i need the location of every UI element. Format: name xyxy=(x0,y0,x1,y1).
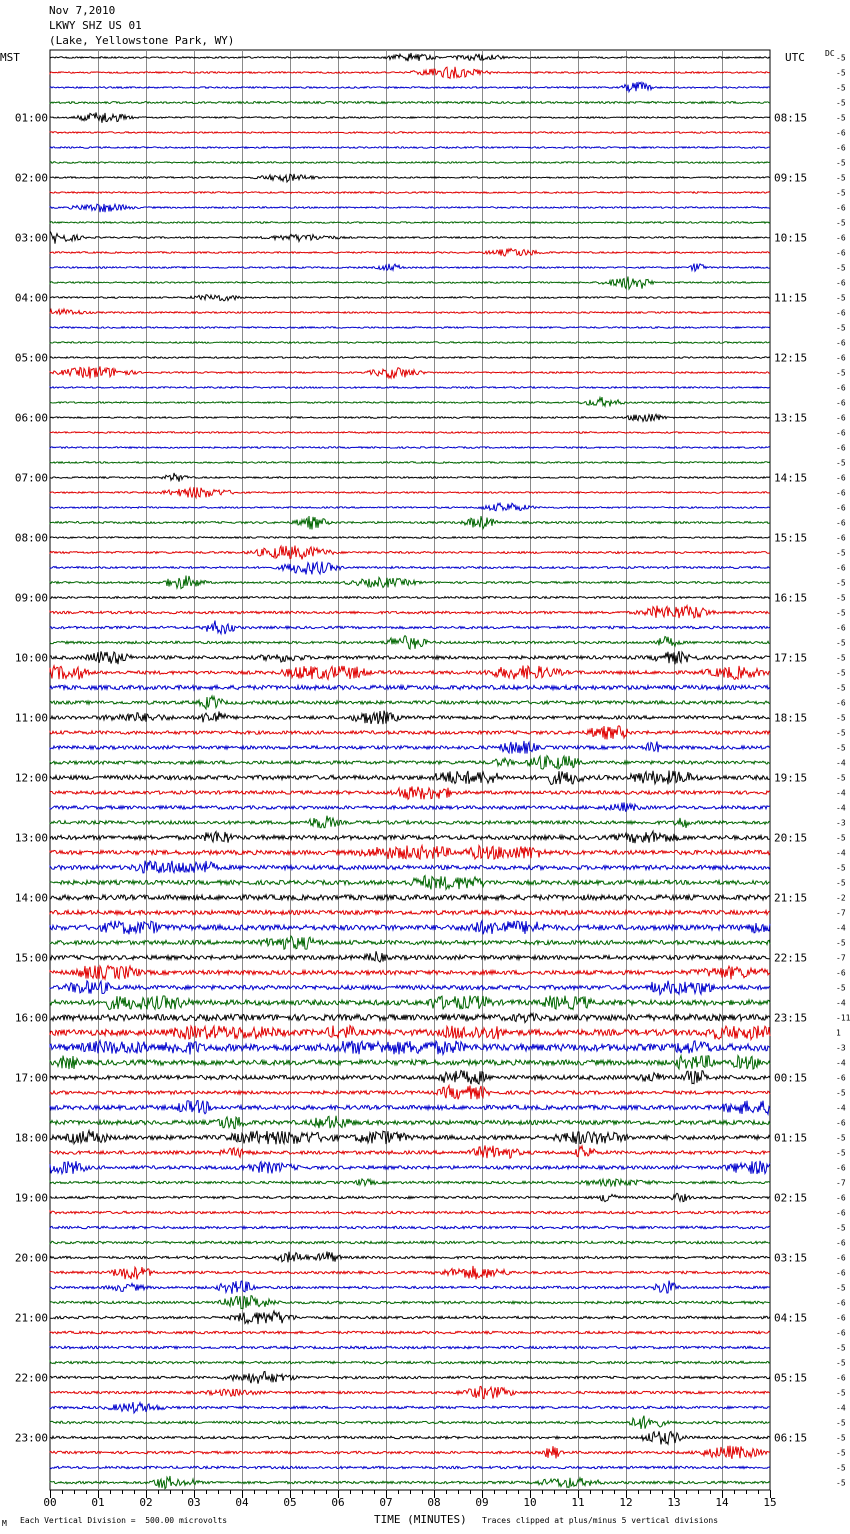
dc-offset-label: -6 xyxy=(836,1373,846,1383)
dc-offset-label: -5 xyxy=(836,1433,846,1443)
right-hour-label: 14:15 xyxy=(774,471,808,485)
dc-offset-label: -5 xyxy=(836,458,846,468)
trace-line xyxy=(50,112,770,122)
trace-line xyxy=(50,487,770,497)
left-hour-label: 12:00 xyxy=(14,771,48,785)
trace-line xyxy=(50,921,770,935)
trace-line xyxy=(50,876,770,890)
trace-line xyxy=(50,1371,770,1383)
dc-offset-label: -6 xyxy=(836,353,846,363)
dc-offset-label: -6 xyxy=(836,1208,846,1218)
right-hour-label: 20:15 xyxy=(774,831,808,845)
trace-line xyxy=(50,309,770,315)
dc-offset-label: -3 xyxy=(836,1043,846,1053)
left-hour-label: 09:00 xyxy=(14,591,48,605)
dc-offset-label: -4 xyxy=(836,1403,846,1413)
dc-offset-label: -5 xyxy=(836,608,846,618)
dc-offset-label: -5 xyxy=(836,113,846,123)
trace-line xyxy=(50,951,770,962)
trace-line xyxy=(50,636,770,649)
trace-line xyxy=(50,621,770,635)
dc-offset-label: -5 xyxy=(836,1088,846,1098)
trace-line xyxy=(50,357,770,359)
x-tick-label: 13 xyxy=(667,1496,681,1509)
trace-line xyxy=(50,222,770,224)
trace-line xyxy=(50,192,770,194)
trace-line xyxy=(50,264,770,272)
dc-offset-label: -5 xyxy=(836,53,846,63)
right-hour-label: 11:15 xyxy=(774,291,808,305)
right-hour-label: 19:15 xyxy=(774,771,808,785)
dc-offset-label: -6 xyxy=(836,503,846,513)
left-hour-label: 23:00 xyxy=(14,1431,48,1445)
dc-offset-label: -5 xyxy=(836,188,846,198)
label-group xyxy=(15,54,850,1510)
dc-offset-label: -5 xyxy=(836,173,846,183)
trace-line xyxy=(50,786,770,799)
right-hour-label: 13:15 xyxy=(774,411,808,425)
trace-line xyxy=(50,596,770,598)
dc-offset-label: -5 xyxy=(836,323,846,333)
dc-offset-label: -6 xyxy=(836,563,846,573)
right-hour-label: 01:15 xyxy=(774,1131,808,1145)
trace-line xyxy=(50,1476,770,1489)
dc-offset-label: -6 xyxy=(836,1193,846,1203)
dc-offset-label: -7 xyxy=(836,908,846,918)
trace-line xyxy=(50,1311,770,1324)
dc-offset-label: -5 xyxy=(836,1358,846,1368)
station-location: (Lake, Yellowstone Park, WY) xyxy=(49,34,235,47)
right-hour-label: 10:15 xyxy=(774,231,808,245)
dc-offset-label: -5 xyxy=(836,878,846,888)
trace-line xyxy=(50,562,770,575)
x-tick-label: 10 xyxy=(523,1496,537,1509)
right-hour-label: 02:15 xyxy=(774,1191,808,1205)
trace-line xyxy=(50,666,770,680)
dc-offset-label: -6 xyxy=(836,1328,846,1338)
left-hour-label: 06:00 xyxy=(14,411,48,425)
trace-line xyxy=(50,1361,770,1363)
dc-offset-label: -6 xyxy=(836,383,846,393)
trace-line xyxy=(50,1013,770,1022)
dc-label: DC xyxy=(825,49,835,58)
trace-line xyxy=(50,1446,770,1459)
trace-line xyxy=(50,1193,770,1201)
x-tick-label: 14 xyxy=(715,1496,729,1509)
dc-offset-label: -7 xyxy=(836,953,846,963)
trace-line xyxy=(50,546,770,560)
trace-line xyxy=(50,741,770,754)
dc-offset-label: -6 xyxy=(836,1163,846,1173)
left-hour-label: 13:00 xyxy=(14,831,48,845)
left-hour-label: 19:00 xyxy=(14,1191,48,1205)
dc-offset-label: -5 xyxy=(836,1418,846,1428)
dc-offset-label: -5 xyxy=(836,1478,846,1488)
dc-offset-label: -5 xyxy=(836,638,846,648)
clip-note: Traces clipped at plus/minus 5 vertical divisions xyxy=(482,1516,719,1525)
left-hour-label: 20:00 xyxy=(14,1251,48,1265)
dc-offset-label: -6 xyxy=(836,698,846,708)
left-hour-label: 01:00 xyxy=(14,111,48,125)
x-tick-label: 15 xyxy=(763,1496,777,1509)
dc-offset-label: -6 xyxy=(836,443,846,453)
left-hour-label: 11:00 xyxy=(14,711,48,725)
dc-offset-label: -5 xyxy=(836,773,846,783)
dc-offset-label: -3 xyxy=(836,818,846,828)
x-tick-label: 05 xyxy=(283,1496,297,1509)
x-tick-label: 03 xyxy=(187,1496,201,1509)
dc-offset-label: -5 xyxy=(836,683,846,693)
dc-offset-label: -5 xyxy=(836,668,846,678)
scale-note: Each Vertical Division = 500.00 microvolts xyxy=(20,1516,228,1525)
dc-offset-label: -6 xyxy=(836,623,846,633)
dc-offset-label: -6 xyxy=(836,413,846,423)
dc-offset-label: -6 xyxy=(836,233,846,243)
trace-line xyxy=(50,726,770,740)
dc-offset-label: 1 xyxy=(836,1028,841,1038)
dc-offset-label: -4 xyxy=(836,758,846,768)
trace-line xyxy=(50,861,770,873)
trace-line xyxy=(50,1226,770,1229)
trace-line xyxy=(50,756,770,769)
trace-line xyxy=(50,1252,770,1263)
x-tick-label: 06 xyxy=(331,1496,345,1509)
dc-offset-label: -5 xyxy=(836,863,846,873)
trace-line xyxy=(50,462,770,464)
right-hour-label: 22:15 xyxy=(774,951,808,965)
dc-offset-label: -6 xyxy=(836,533,846,543)
trace-line xyxy=(50,537,770,539)
right-hour-label: 21:15 xyxy=(774,891,808,905)
trace-line xyxy=(50,1331,770,1334)
trace-line xyxy=(50,277,770,289)
dc-offset-label: -6 xyxy=(836,338,846,348)
trace-line xyxy=(50,1161,770,1174)
dc-offset-label: -5 xyxy=(836,743,846,753)
dc-offset-label: -5 xyxy=(836,1343,846,1353)
trace-group xyxy=(50,53,770,1489)
dc-offset-label: -5 xyxy=(836,263,846,273)
trace-line xyxy=(50,147,770,149)
dc-offset-label: -6 xyxy=(836,128,846,138)
station-code: LKWY SHZ US 01 xyxy=(49,19,142,32)
dc-offset-label: -5 xyxy=(836,1148,846,1158)
dc-offset-label: -2 xyxy=(836,893,846,903)
right-hour-label: 12:15 xyxy=(774,351,808,365)
dc-offset-label: -5 xyxy=(836,83,846,93)
left-hour-label: 08:00 xyxy=(14,531,48,545)
trace-line xyxy=(50,1179,770,1187)
trace-line xyxy=(50,1466,770,1469)
trace-line xyxy=(50,606,770,618)
trace-line xyxy=(50,503,770,511)
left-hour-label: 17:00 xyxy=(14,1071,48,1085)
trace-line xyxy=(50,231,770,244)
dc-offset-label: -5 xyxy=(836,1133,846,1143)
right-hour-label: 23:15 xyxy=(774,1011,808,1025)
plot-date: Nov 7,2010 xyxy=(49,4,116,17)
dc-offset-label: -6 xyxy=(836,308,846,318)
dc-offset-label: -5 xyxy=(836,938,846,948)
dc-offset-label: -4 xyxy=(836,1103,846,1113)
trace-line xyxy=(50,249,770,256)
trace-line xyxy=(50,1402,770,1413)
left-hour-label: 22:00 xyxy=(14,1371,48,1385)
trace-line xyxy=(50,174,770,182)
dc-offset-label: -11 xyxy=(836,1013,850,1023)
trace-line xyxy=(50,1346,770,1349)
right-hour-label: 18:15 xyxy=(774,711,808,725)
trace-line xyxy=(50,1431,770,1444)
dc-offset-label: -6 xyxy=(836,518,846,528)
x-tick-label: 00 xyxy=(43,1496,57,1509)
trace-line xyxy=(50,473,770,482)
trace-line xyxy=(50,516,770,529)
trace-line xyxy=(50,101,770,103)
dc-offset-label: -5 xyxy=(836,713,846,723)
trace-line xyxy=(50,1281,770,1294)
trace-line xyxy=(50,846,770,860)
dc-offset-label: -4 xyxy=(836,923,846,933)
trace-line xyxy=(50,1296,770,1309)
dc-offset-label: -5 xyxy=(836,368,846,378)
dc-offset-label: -6 xyxy=(836,1238,846,1248)
left-hour-label: 15:00 xyxy=(14,951,48,965)
trace-line xyxy=(50,1211,770,1214)
trace-line xyxy=(50,816,770,828)
dc-offset-label: -5 xyxy=(836,578,846,588)
dc-offset-label: -5 xyxy=(836,593,846,603)
dc-offset-label: -5 xyxy=(836,1223,846,1233)
x-tick-label: 07 xyxy=(379,1496,393,1509)
left-hour-label: 18:00 xyxy=(14,1131,48,1145)
dc-offset-label: -4 xyxy=(836,998,846,1008)
x-tick-label: 12 xyxy=(619,1496,633,1509)
trace-line xyxy=(50,831,770,843)
left-hour-label: 21:00 xyxy=(14,1311,48,1325)
dc-offset-label: -7 xyxy=(836,1178,846,1188)
trace-line xyxy=(50,295,770,301)
right-hour-label: 04:15 xyxy=(774,1311,808,1325)
trace-line xyxy=(50,996,770,1010)
left-hour-label: 14:00 xyxy=(14,891,48,905)
right-hour-label: 06:15 xyxy=(774,1431,808,1445)
trace-line xyxy=(50,1241,770,1244)
trace-line xyxy=(50,1116,770,1129)
dc-offset-label: -6 xyxy=(836,488,846,498)
trace-line xyxy=(50,1056,770,1070)
right-hour-label: 17:15 xyxy=(774,651,808,665)
trace-line xyxy=(50,711,770,724)
dc-offset-label: -5 xyxy=(836,158,846,168)
trace-line xyxy=(50,1026,770,1040)
trace-line xyxy=(50,802,770,811)
x-tick-label: 02 xyxy=(139,1496,153,1509)
trace-line xyxy=(50,966,770,980)
right-hour-label: 09:15 xyxy=(774,171,808,185)
x-tick-label: 01 xyxy=(91,1496,105,1509)
trace-line xyxy=(50,1101,770,1115)
dc-offset-label: -6 xyxy=(836,398,846,408)
trace-line xyxy=(50,771,770,785)
trace-line xyxy=(50,1416,770,1429)
dc-offset-label: -5 xyxy=(836,1388,846,1398)
trace-line xyxy=(50,895,770,900)
dc-offset-label: -5 xyxy=(836,98,846,108)
dc-offset-label: -5 xyxy=(836,293,846,303)
dc-offset-label: -5 xyxy=(836,983,846,993)
trace-line xyxy=(50,327,770,329)
trace-line xyxy=(50,204,770,212)
trace-line xyxy=(50,651,770,664)
footer-mark: M xyxy=(2,1519,7,1528)
trace-line xyxy=(50,432,770,434)
dc-offset-label: -6 xyxy=(836,1313,846,1323)
trace-line xyxy=(50,414,770,421)
trace-line xyxy=(50,53,770,61)
dc-offset-label: -5 xyxy=(836,728,846,738)
dc-offset-label: -6 xyxy=(836,203,846,213)
left-hour-label: 07:00 xyxy=(14,471,48,485)
x-axis-label: TIME (MINUTES) xyxy=(374,1513,467,1526)
x-tick-label: 09 xyxy=(475,1496,489,1509)
trace-line xyxy=(50,67,770,79)
dc-offset-label: -4 xyxy=(836,803,846,813)
dc-offset-label: -4 xyxy=(836,788,846,798)
trace-line xyxy=(50,1071,770,1085)
dc-offset-label: -4 xyxy=(836,1058,846,1068)
dc-offset-label: -4 xyxy=(836,848,846,858)
trace-line xyxy=(50,685,770,689)
dc-offset-label: -6 xyxy=(836,278,846,288)
dc-offset-label: -6 xyxy=(836,1268,846,1278)
left-hour-label: 10:00 xyxy=(14,651,48,665)
dc-offset-label: -6 xyxy=(836,1073,846,1083)
right-hour-label: 05:15 xyxy=(774,1371,808,1385)
dc-offset-label: -5 xyxy=(836,1448,846,1458)
dc-offset-label: -5 xyxy=(836,1283,846,1293)
x-tick-label: 04 xyxy=(235,1496,249,1509)
right-hour-label: 03:15 xyxy=(774,1251,808,1265)
right-hour-label: 08:15 xyxy=(774,111,808,125)
dc-offset-label: -5 xyxy=(836,1463,846,1473)
x-tick-label: 11 xyxy=(571,1496,585,1509)
left-hour-label: 05:00 xyxy=(14,351,48,365)
left-hour-label: 02:00 xyxy=(14,171,48,185)
trace-line xyxy=(50,910,770,914)
trace-line xyxy=(50,1146,770,1159)
left-timezone-label: MST xyxy=(0,51,20,64)
left-hour-label: 16:00 xyxy=(14,1011,48,1025)
left-hour-label: 04:00 xyxy=(14,291,48,305)
right-hour-label: 16:15 xyxy=(774,591,808,605)
trace-line xyxy=(50,447,770,449)
trace-line xyxy=(50,1131,770,1145)
trace-line xyxy=(50,576,770,589)
dc-offset-label: -6 xyxy=(836,143,846,153)
trace-line xyxy=(50,162,770,164)
trace-line xyxy=(50,696,770,709)
dc-offset-label: -5 xyxy=(836,68,846,78)
trace-line xyxy=(50,387,770,389)
dc-offset-label: -6 xyxy=(836,248,846,258)
trace-line xyxy=(50,1041,770,1055)
right-hour-label: 15:15 xyxy=(774,531,808,545)
dc-offset-label: -6 xyxy=(836,1253,846,1263)
dc-offset-label: -5 xyxy=(836,833,846,843)
trace-line xyxy=(50,981,770,995)
trace-line xyxy=(50,82,770,92)
trace-line xyxy=(50,1266,770,1279)
trace-line xyxy=(50,397,770,406)
dc-offset-label: -5 xyxy=(836,653,846,663)
trace-line xyxy=(50,366,770,378)
dc-offset-label: -6 xyxy=(836,473,846,483)
right-hour-label: 00:15 xyxy=(774,1071,808,1085)
dc-offset-label: -6 xyxy=(836,1298,846,1308)
trace-line xyxy=(50,1086,770,1100)
dc-offset-label: -5 xyxy=(836,548,846,558)
trace-line xyxy=(50,1386,770,1398)
dc-offset-label: -5 xyxy=(836,218,846,228)
x-tick-label: 08 xyxy=(427,1496,441,1509)
trace-line xyxy=(50,132,770,134)
trace-line xyxy=(50,936,770,949)
dc-offset-label: -6 xyxy=(836,428,846,438)
dc-offset-label: -6 xyxy=(836,968,846,978)
trace-line xyxy=(50,342,770,344)
dc-offset-label: -6 xyxy=(836,1118,846,1128)
right-timezone-label: UTC xyxy=(785,51,805,64)
left-hour-label: 03:00 xyxy=(14,231,48,245)
